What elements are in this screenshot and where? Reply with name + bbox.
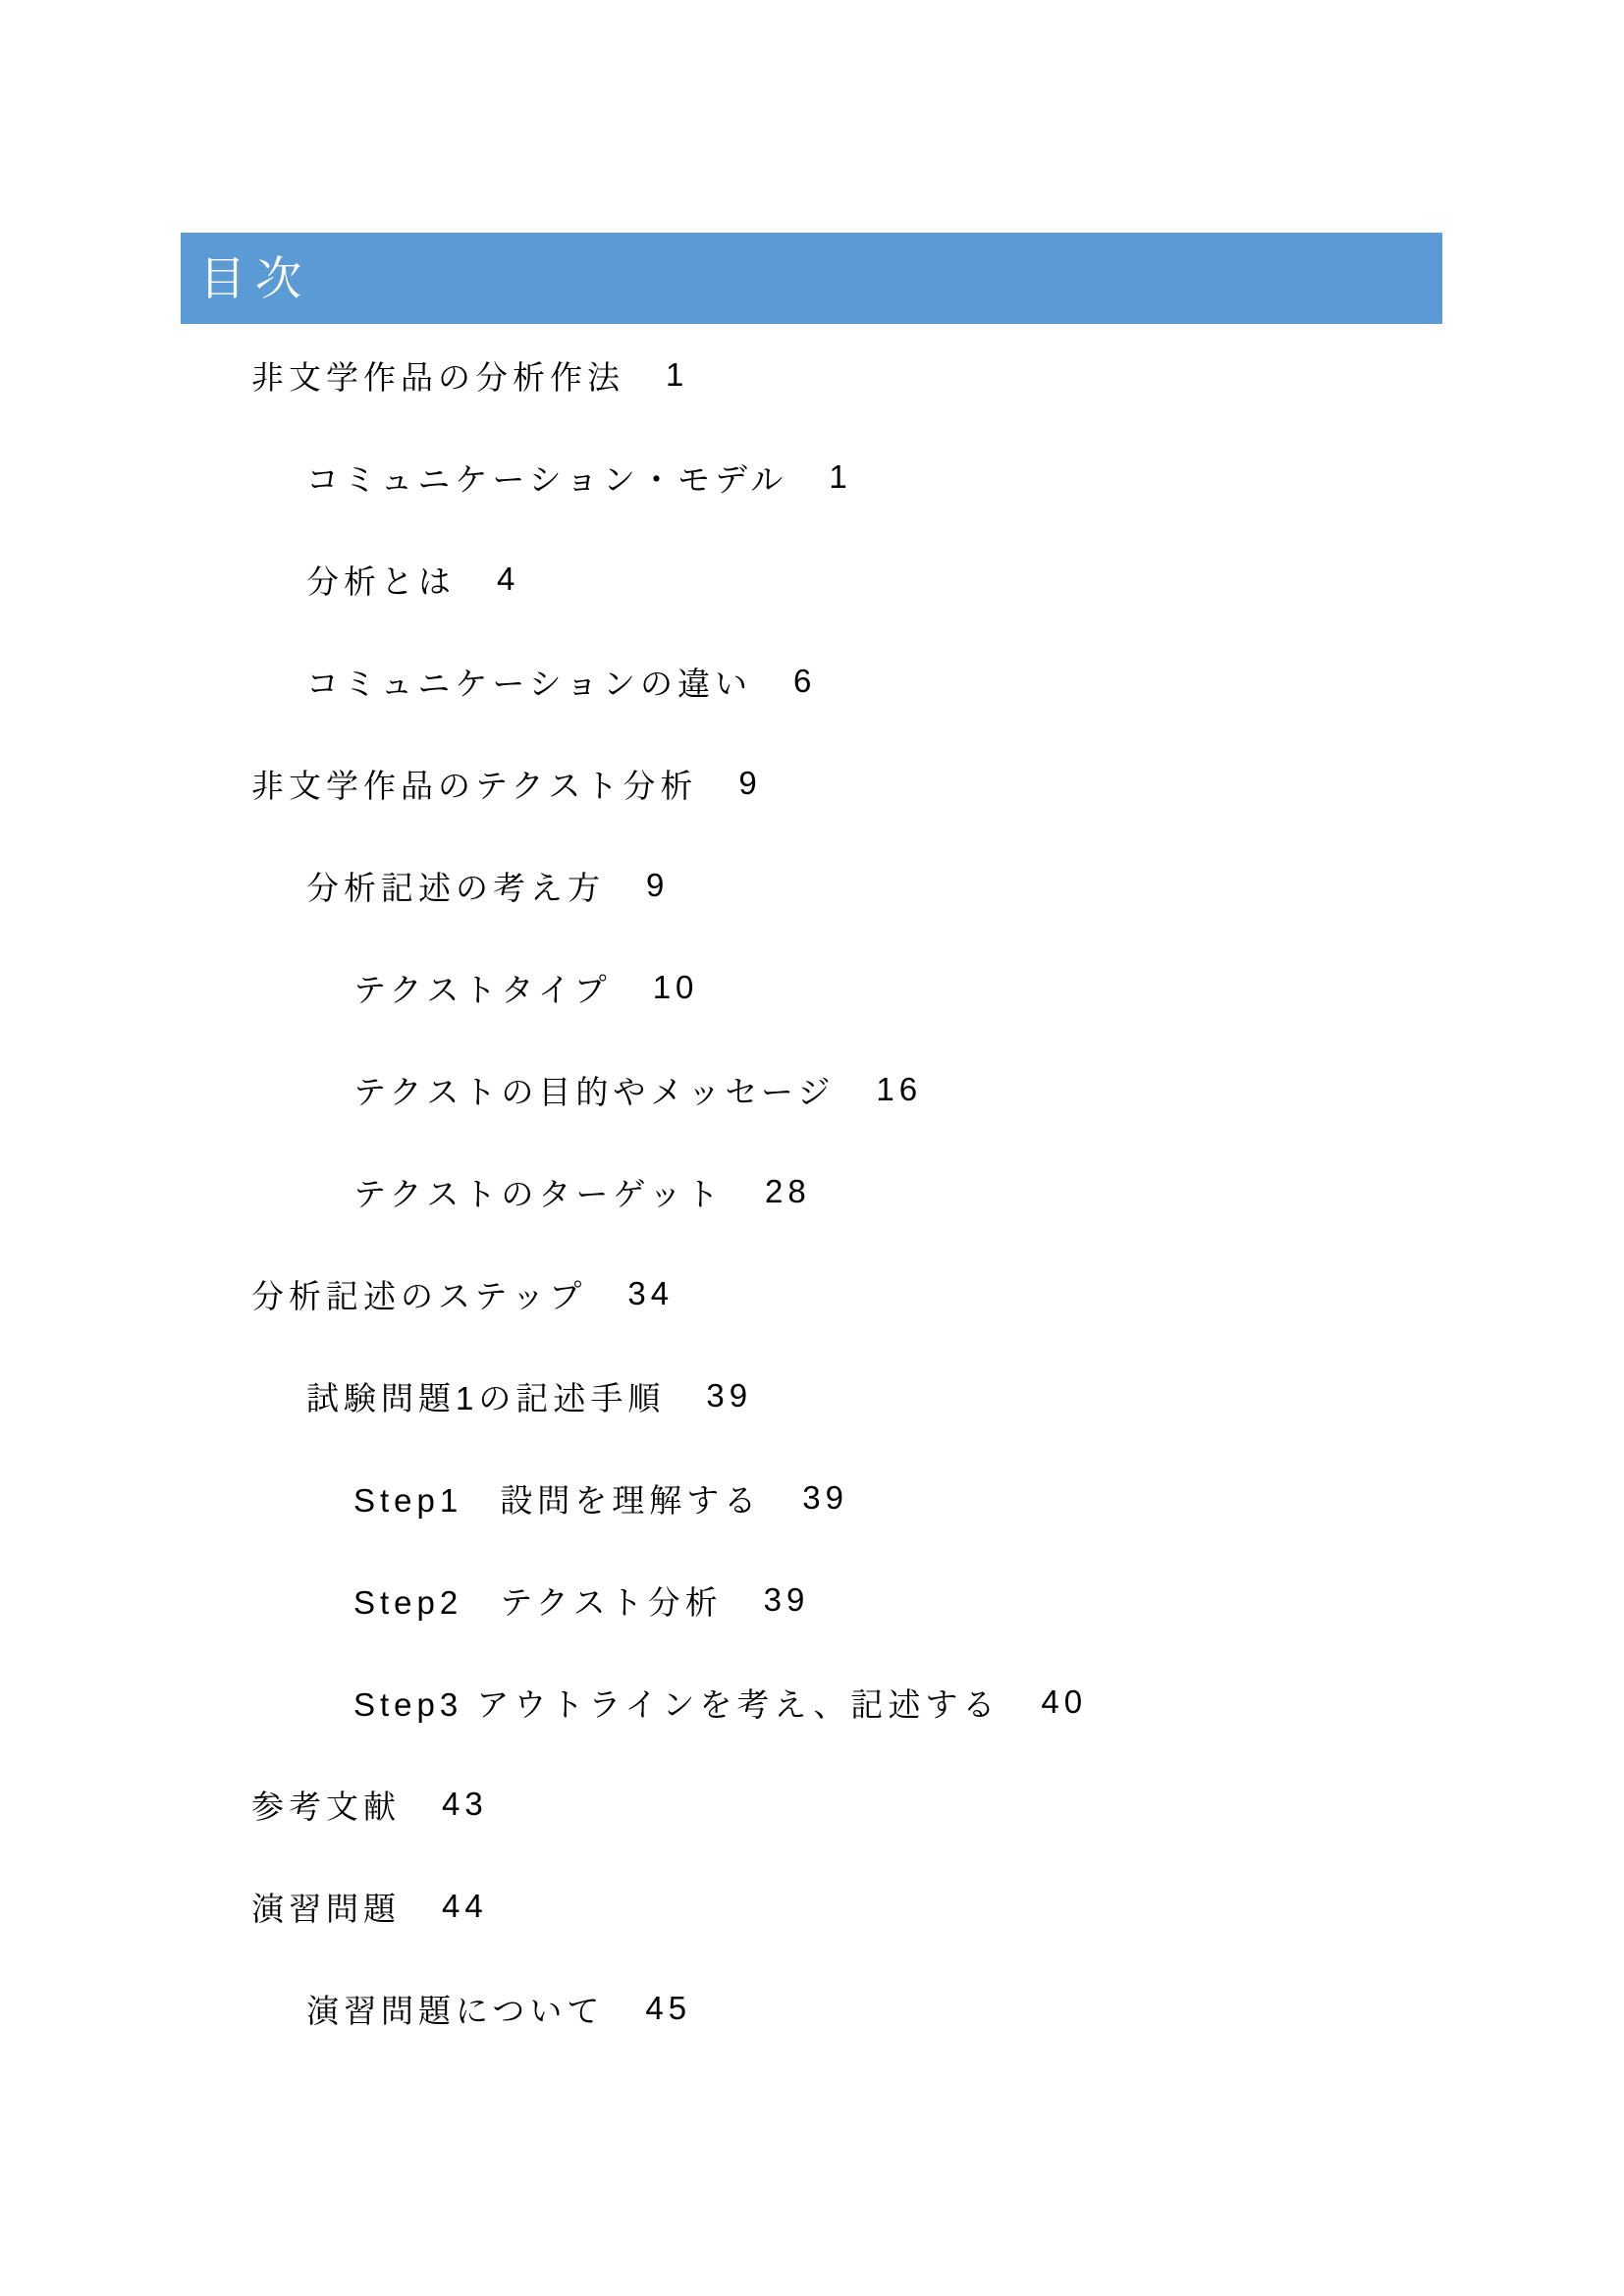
toc-entry-page-number: 9 (738, 765, 762, 801)
toc-entry-page-number: 39 (802, 1479, 848, 1516)
toc-entry-page-number: 16 (876, 1071, 923, 1107)
toc-entry-page-number: 45 (645, 1990, 692, 2026)
toc-entry[interactable] (0, 1039, 1624, 1141)
toc-entry-page-number: 43 (442, 1786, 488, 1822)
toc-entry-label: 非文学作品の分析作法 (251, 358, 624, 396)
toc-list (0, 324, 1624, 2059)
toc-entry-label: テクストのターゲット (353, 1175, 725, 1212)
toc-entry-page-number: 28 (765, 1173, 811, 1209)
toc-entry[interactable] (0, 528, 1624, 630)
toc-entry-page-number: 10 (652, 969, 699, 1005)
toc-entry[interactable] (0, 936, 1624, 1039)
toc-entry[interactable] (0, 630, 1624, 732)
toc-entry-label: コミュニケーションの違い (306, 665, 753, 702)
toc-entry[interactable] (0, 834, 1624, 936)
toc-entry-label: テクストの目的やメッセージ (353, 1073, 836, 1110)
toc-entry-page-number: 6 (793, 663, 817, 699)
toc-entry[interactable] (0, 1753, 1624, 1855)
toc-entry-page-number: 44 (442, 1888, 488, 1924)
toc-entry[interactable] (0, 1957, 1624, 2059)
toc-entry-label: 参考文献 (251, 1788, 401, 1825)
toc-entry[interactable] (0, 1345, 1624, 1447)
toc-entry-page-number: 40 (1041, 1683, 1088, 1720)
toc-entry-page-number: 4 (497, 561, 520, 597)
toc-entry-page-number: 9 (646, 867, 670, 903)
toc-entry-label: Step2 テクスト分析 (353, 1583, 723, 1621)
toc-entry[interactable] (0, 732, 1624, 834)
toc-entry[interactable] (0, 1651, 1624, 1753)
toc-entry-label: Step1 設問を理解する (353, 1481, 762, 1519)
toc-entry[interactable] (0, 426, 1624, 528)
toc-entry-label: 分析とは (306, 562, 456, 600)
toc-entry[interactable] (0, 1549, 1624, 1651)
toc-entry-page-number: 1 (829, 458, 852, 495)
toc-entry-page-number: 34 (627, 1275, 675, 1311)
toc-entry-page-number: 39 (763, 1581, 810, 1618)
toc-entry[interactable] (0, 324, 1624, 426)
toc-entry[interactable] (0, 1447, 1624, 1549)
toc-entry[interactable] (0, 1855, 1624, 1957)
toc-entry[interactable] (0, 1141, 1624, 1243)
toc-header-bar (181, 233, 1442, 324)
toc-entry-label: 非文学作品のテクスト分析 (251, 767, 698, 804)
toc-entry-label: 分析記述のステップ (251, 1277, 587, 1314)
toc-title: 目次 (199, 252, 311, 304)
toc-entry-label: テクストタイプ (353, 971, 612, 1008)
toc-entry-label: コミュニケーション・モデル (306, 460, 788, 498)
toc-entry-label: 分析記述の考え方 (306, 869, 605, 906)
toc-entry-label: Step3 アウトラインを考え、記述する (353, 1685, 1001, 1723)
toc-entry-label: 演習問題について (306, 1992, 605, 2029)
toc-entry-label: 演習問題 (251, 1890, 401, 1927)
toc-entry-page-number: 39 (706, 1377, 753, 1414)
toc-entry-page-number: 1 (666, 356, 689, 393)
toc-entry[interactable] (0, 1243, 1624, 1345)
toc-entry-label: 試験問題1の記述手順 (306, 1379, 666, 1416)
